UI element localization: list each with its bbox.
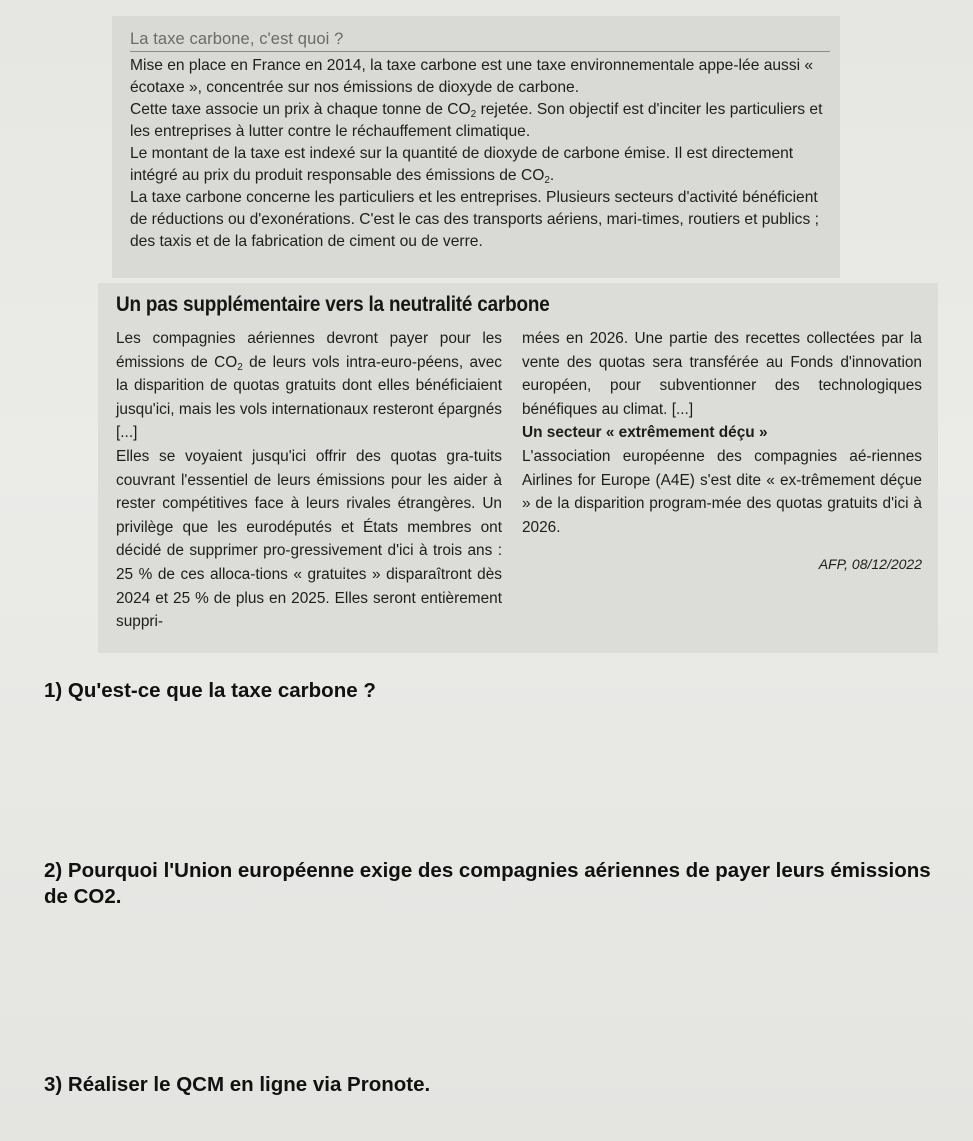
article-column-left bbox=[116, 327, 502, 634]
definition-paragraph-1: Mise en place en France en 2014, la taxe carbone est une taxe environnementale appe-lée aussi « écotaxe », concentrée sur nos émissions de dioxyde de carbone. bbox=[130, 57, 814, 96]
article-paragraph-4: L'association européenne des compagnies aé-riennes Airlines for Europe (A4E) s'est dite « ex-trêmement déçue » de la disparition program-mée des quotas gratuits d'ici à 2026. bbox=[522, 447, 922, 536]
definition-paragraph-4: La taxe carbone concerne les particuliers et les entreprises. Plusieurs secteurs d'activité bénéficient de réductions ou d'exonérations. C'est le cas des transports aériens, mari-times, routiers et publics ; des taxis et de la fabrication de ciment ou de verre. bbox=[130, 189, 819, 250]
article-paragraph-3: mées en 2026. Une partie des recettes collectées par la vente des quotas sera transférée au Fonds d'innovation européen, pour subventionner des technologiques bénéfiques au climat. [...] bbox=[522, 330, 922, 418]
question-3: 3) Réaliser le QCM en ligne via Pronote. bbox=[44, 1073, 431, 1096]
definition-paragraph-2: Cette taxe associe un prix à chaque tonne de $CO_2$ rejetée. Son objectif est d'inciter les particuliers et les entreprises à lutter contre le réchauffement climatique. bbox=[130, 101, 823, 140]
article-subheading: Un secteur « extrêmement déçu » bbox=[522, 424, 768, 442]
definition-box-text bbox=[130, 55, 830, 253]
article-paragraph-2: Elles se voyaient jusqu'ici offrir des quotas gra-tuits couvrant l'essentiel de leurs émissions pour les aider à rester compétitives face à leurs rivales étrangères. Un privilège que les eurodéputés et États membres ont décidé de supprimer pro-gressivement d'ici à trois ans : 25 % de ces alloca-tions « gratuites » disparaîtront dès 2024 et 25 % de plus en 2025. Elles seront entièrement suppri- bbox=[116, 447, 502, 631]
article-title: Un pas supplémentaire vers la neutralité carbone bbox=[116, 293, 550, 316]
co2-subscript: 2 bbox=[470, 109, 477, 120]
article-paragraph-1: Les compagnies aériennes devront payer pour les émissions de $CO_2$ de leurs vols intra-euro-péens, avec la disparition de quotas gratuits dont elles bénéficiaient jusqu'ici, mais les vols internationaux resteront épargnés [...] bbox=[116, 330, 502, 442]
question-2: 2) Pourquoi l'Union européenne exige des compagnies aériennes de payer leurs émissions de CO2. bbox=[44, 859, 931, 908]
article-source: AFP, 08/12/2022 bbox=[818, 556, 922, 573]
definition-paragraph-3: Le montant de la taxe est indexé sur la quantité de dioxyde de carbone émise. Il est directement intégré au prix du produit responsable des émissions de $CO_2$. bbox=[130, 145, 794, 186]
question-1: 1) Qu'est-ce que la taxe carbone ? bbox=[44, 679, 376, 702]
co2-subscript: 2 bbox=[544, 175, 550, 186]
definition-box-title: La taxe carbone, c'est quoi ? bbox=[130, 30, 830, 52]
article-column-right bbox=[522, 327, 922, 577]
co2-subscript: 2 bbox=[237, 361, 243, 373]
